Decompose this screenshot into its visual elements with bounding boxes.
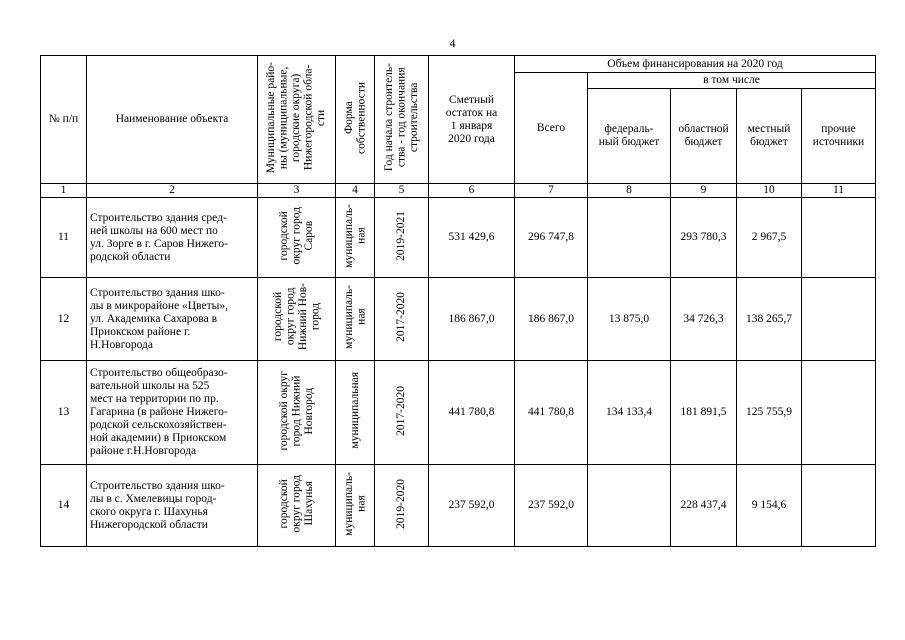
row-num: 12 xyxy=(41,278,87,361)
column-number: 11 xyxy=(802,184,876,198)
header-remainder: Сметный остаток на 1 января 2020 года xyxy=(429,56,515,184)
header-including: в том числе xyxy=(588,73,876,89)
column-number: 1 xyxy=(41,184,87,198)
local: 125 755,9 xyxy=(737,361,802,465)
column-number: 10 xyxy=(737,184,802,198)
regional: 228 437,4 xyxy=(671,465,737,547)
column-number: 7 xyxy=(515,184,588,198)
header-row-1 xyxy=(41,56,876,73)
header-districts: Муниципальные райо- ны (муниципальные, городские округа) Нижегородской обла- сти xyxy=(258,56,336,184)
page-number: 4 xyxy=(449,36,456,50)
object-name: Строительство здания шко- лы в микрорайоне «Цветы», ул. Академика Сахарова в Приокском районе г. Н.Новгорода xyxy=(87,278,258,361)
ownership: муниципаль- ная xyxy=(336,465,375,547)
other xyxy=(802,361,876,465)
table-row xyxy=(41,198,876,278)
header-local: местный бюджет xyxy=(737,89,802,184)
header-num: № п/п xyxy=(41,56,87,184)
district: городской округ город Шахунья xyxy=(258,465,336,547)
funding-table xyxy=(40,55,876,547)
table-row xyxy=(41,465,876,547)
years: 2019-2021 xyxy=(375,198,429,278)
remainder: 237 592,0 xyxy=(429,465,515,547)
remainder: 186 867,0 xyxy=(429,278,515,361)
row-num: 11 xyxy=(41,198,87,278)
local: 2 967,5 xyxy=(737,198,802,278)
header-funding: Объем финансирования на 2020 год xyxy=(515,56,876,73)
total: 186 867,0 xyxy=(515,278,588,361)
column-number: 3 xyxy=(258,184,336,198)
header-ownership: Форма собственности xyxy=(336,56,375,184)
district: городской округ город Нижний Новгород xyxy=(258,361,336,465)
header-years: Год начала строитель- ства - год окончания строительства xyxy=(375,56,429,184)
object-name: Строительство общеобразо- вательной школы на 525 мест на территории по пр. Гагарина (в районе Нижего- родской сельскохозяйствен- ной академии) в Приокском районе г.Н.Новгорода xyxy=(87,361,258,465)
ownership: муниципаль- ная xyxy=(336,278,375,361)
local: 138 265,7 xyxy=(737,278,802,361)
column-number: 8 xyxy=(588,184,671,198)
other xyxy=(802,278,876,361)
column-number: 9 xyxy=(671,184,737,198)
years: 2017-2020 xyxy=(375,361,429,465)
district: городской округ город Саров xyxy=(258,198,336,278)
object-name: Строительство здания сред- ней школы на 600 мест по ул. Зорге в г. Саров Нижего- родской области xyxy=(87,198,258,278)
federal: 134 133,4 xyxy=(588,361,671,465)
other xyxy=(802,198,876,278)
years: 2017-2020 xyxy=(375,278,429,361)
column-number: 5 xyxy=(375,184,429,198)
header-name: Наименование объекта xyxy=(87,56,258,184)
federal: 13 875,0 xyxy=(588,278,671,361)
years: 2019-2020 xyxy=(375,465,429,547)
header-total: Всего xyxy=(515,73,588,184)
total: 237 592,0 xyxy=(515,465,588,547)
regional: 293 780,3 xyxy=(671,198,737,278)
federal xyxy=(588,198,671,278)
regional: 34 726,3 xyxy=(671,278,737,361)
column-number: 2 xyxy=(87,184,258,198)
total: 441 780,8 xyxy=(515,361,588,465)
column-number-row xyxy=(41,184,876,198)
table-row xyxy=(41,361,876,465)
regional: 181 891,5 xyxy=(671,361,737,465)
header-other: прочие источники xyxy=(802,89,876,184)
local: 9 154,6 xyxy=(737,465,802,547)
column-number: 6 xyxy=(429,184,515,198)
other xyxy=(802,465,876,547)
federal xyxy=(588,465,671,547)
row-num: 14 xyxy=(41,465,87,547)
header-federal: федераль- ный бюджет xyxy=(588,89,671,184)
column-number: 4 xyxy=(336,184,375,198)
district: городской округ город Нижний Нов- город xyxy=(258,278,336,361)
header-regional: областной бюджет xyxy=(671,89,737,184)
remainder: 441 780,8 xyxy=(429,361,515,465)
ownership: муниципаль- ная xyxy=(336,198,375,278)
total: 296 747,8 xyxy=(515,198,588,278)
remainder: 531 429,6 xyxy=(429,198,515,278)
ownership: муниципальная xyxy=(336,361,375,465)
object-name: Строительство здания шко- лы в с. Хмелевицы город- ского округа г. Шахунья Нижегородской области xyxy=(87,465,258,547)
row-num: 13 xyxy=(41,361,87,465)
table-row xyxy=(41,278,876,361)
